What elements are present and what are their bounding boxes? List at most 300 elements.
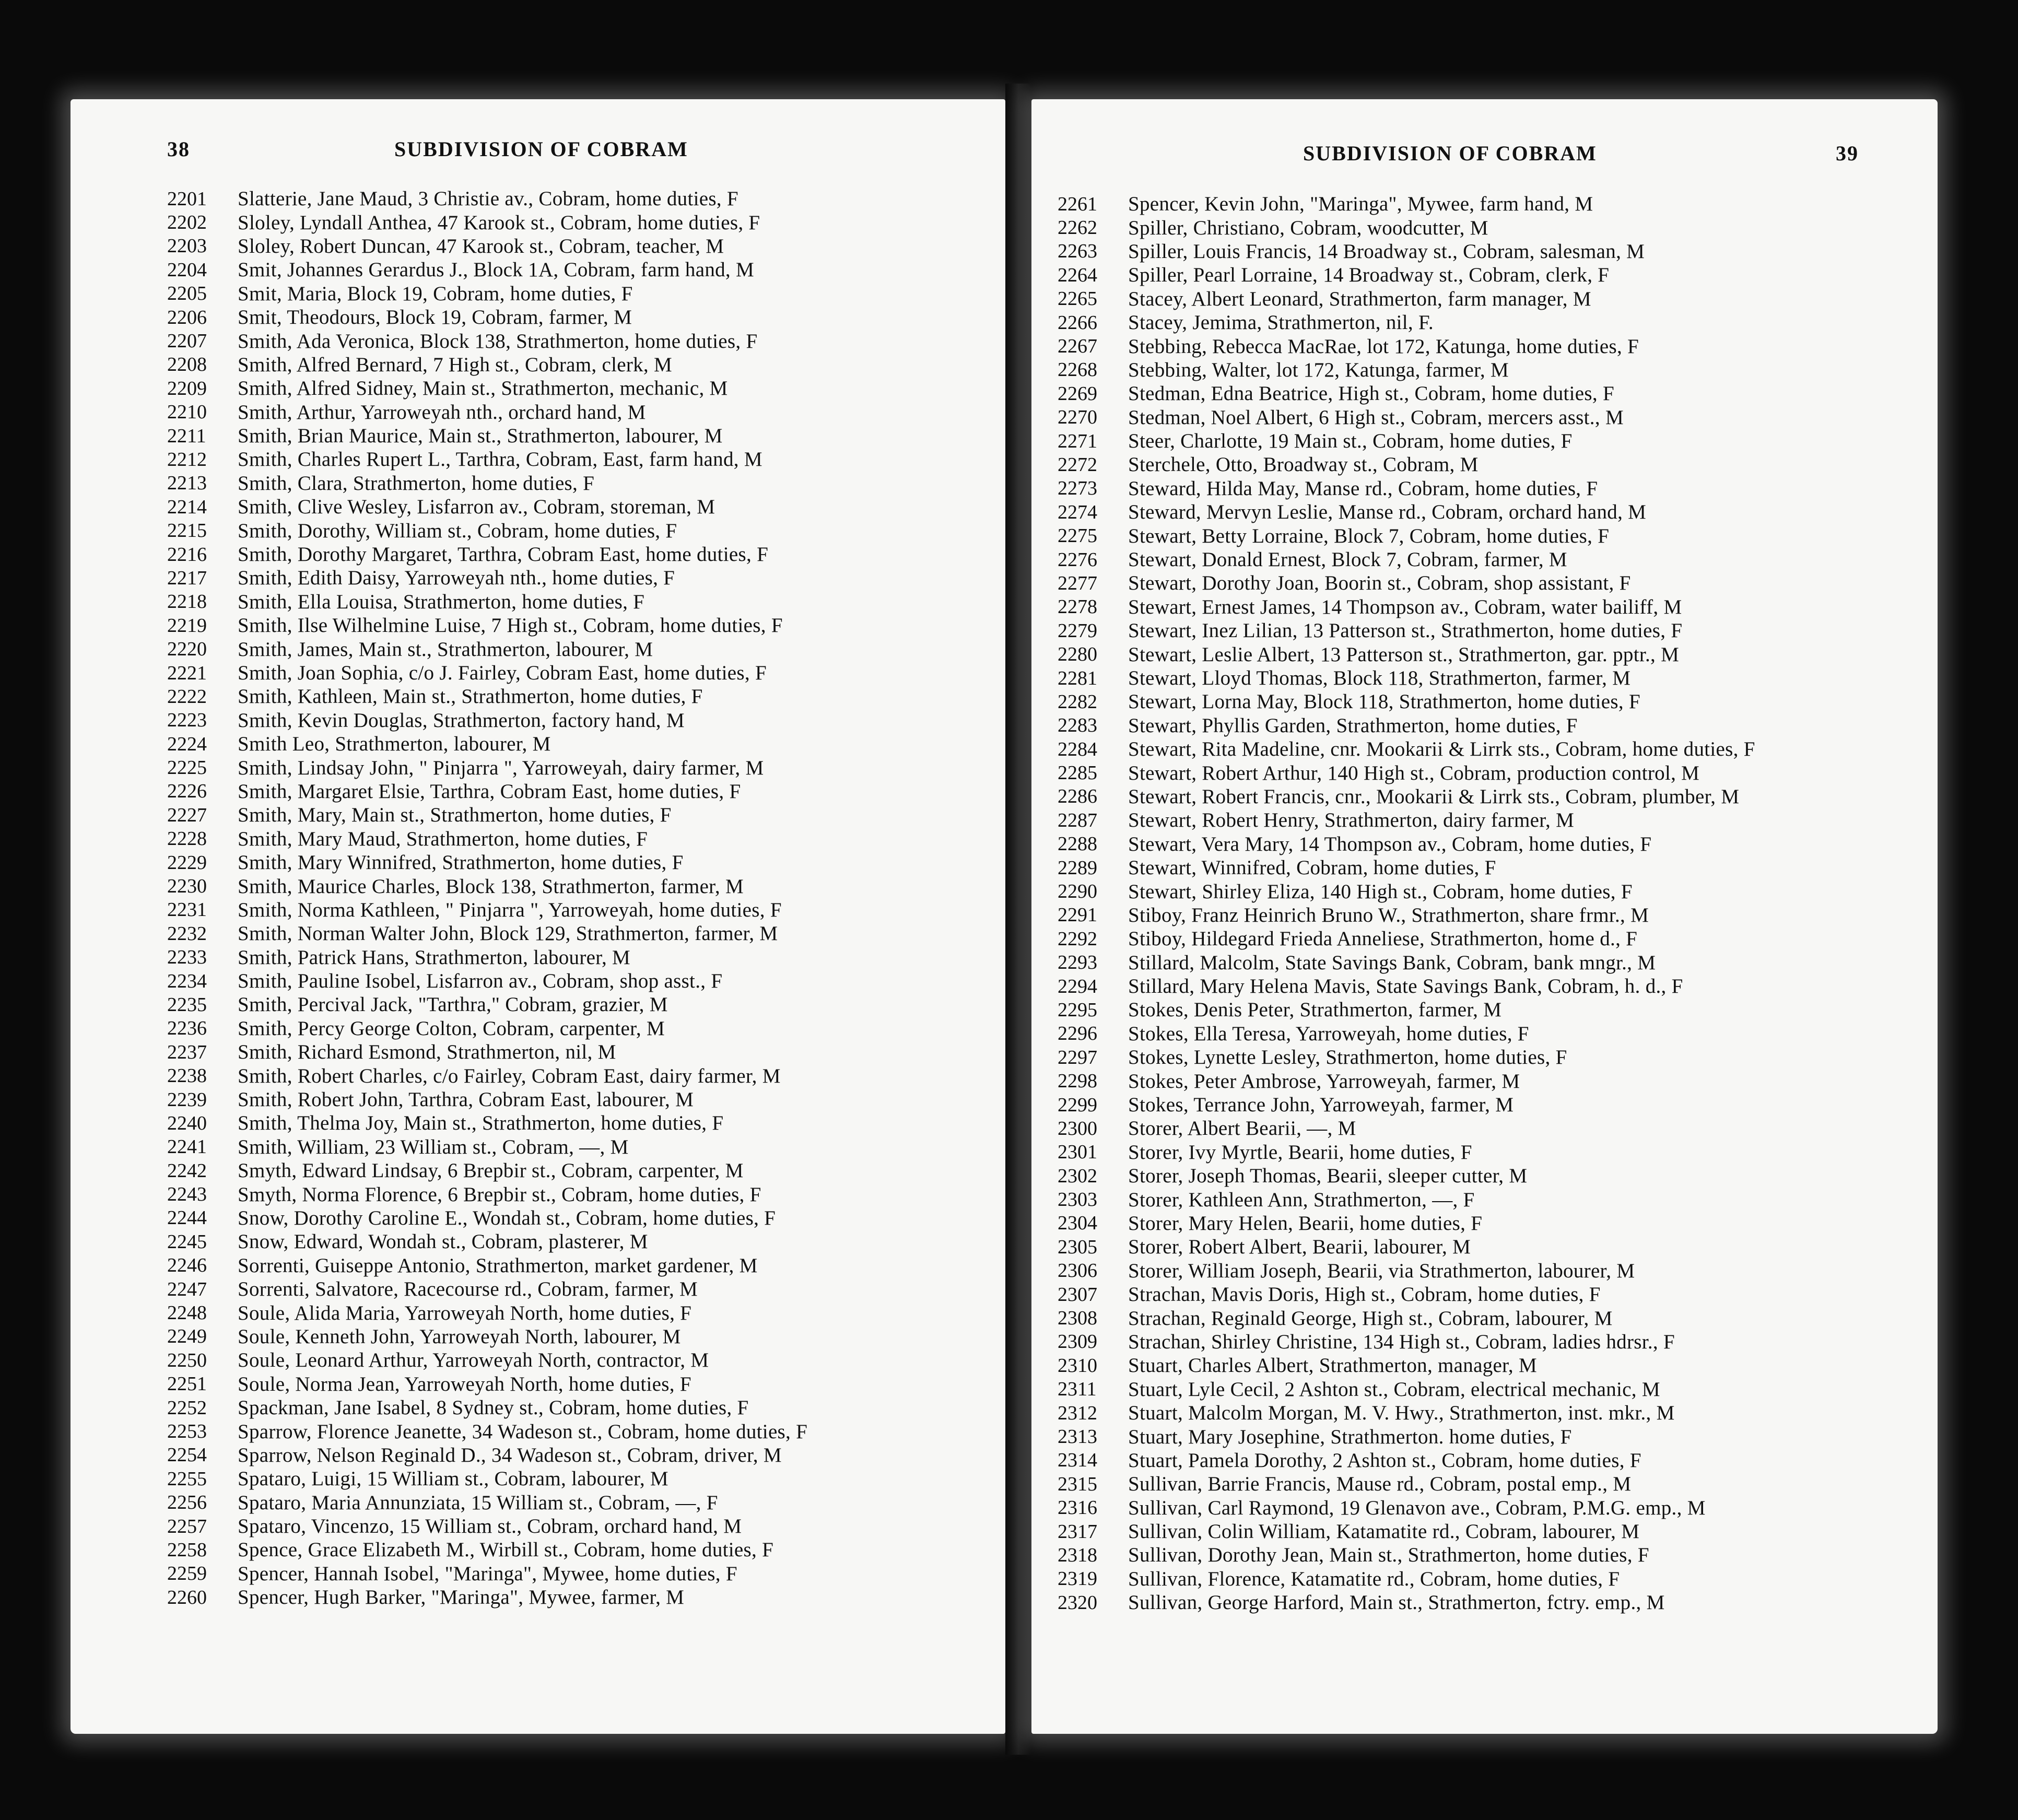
roll-entry bbox=[167, 1277, 1047, 1301]
entry-number: 2288 bbox=[1058, 833, 1097, 855]
entry-number: 2238 bbox=[167, 1065, 207, 1087]
entry-text: Smith, Norman Walter John, Block 129, Strathmerton, farmer, M bbox=[238, 922, 778, 945]
entry-number: 2256 bbox=[167, 1492, 207, 1514]
entry-number: 2264 bbox=[1058, 264, 1097, 286]
roll-entry bbox=[167, 282, 1047, 306]
roll-entry bbox=[1058, 571, 1943, 595]
entry-number: 2212 bbox=[167, 448, 207, 471]
left-page bbox=[71, 99, 1005, 1734]
entry-text: Stebbing, Walter, lot 172, Katunga, farmer, M bbox=[1128, 358, 1509, 381]
entry-number: 2318 bbox=[1058, 1544, 1097, 1566]
entry-number: 2251 bbox=[167, 1373, 207, 1395]
entry-number: 2219 bbox=[167, 614, 207, 637]
entry-number: 2262 bbox=[1058, 217, 1097, 239]
entry-number: 2248 bbox=[167, 1302, 207, 1324]
entry-number: 2218 bbox=[167, 591, 207, 613]
entry-text: Stewart, Vera Mary, 14 Thompson av., Cobram, home duties, F bbox=[1128, 832, 1652, 855]
entry-number: 2266 bbox=[1058, 311, 1097, 334]
entry-number: 2224 bbox=[167, 733, 207, 755]
roll-entry bbox=[1058, 192, 1943, 216]
entry-number: 2255 bbox=[167, 1467, 207, 1490]
roll-entry bbox=[167, 543, 1047, 566]
entry-number: 2204 bbox=[167, 259, 207, 281]
entry-number: 2231 bbox=[167, 899, 207, 921]
page-title: SUBDIVISION OF COBRAM bbox=[394, 137, 688, 161]
roll-entry bbox=[167, 566, 1047, 590]
entry-text: Smith, Maurice Charles, Block 138, Strathmerton, farmer, M bbox=[238, 875, 744, 898]
roll-entry bbox=[1058, 974, 1943, 998]
entry-text: Smyth, Norma Florence, 6 Brepbir st., Cobram, home duties, F bbox=[238, 1183, 761, 1206]
roll-entry bbox=[167, 803, 1047, 827]
roll-entry bbox=[167, 732, 1047, 756]
roll-entry bbox=[167, 1040, 1047, 1064]
roll-entry bbox=[1058, 998, 1943, 1021]
entry-text: Sparrow, Florence Jeanette, 34 Wadeson st., Cobram, home duties, F bbox=[238, 1420, 808, 1443]
entry-number: 2225 bbox=[167, 757, 207, 779]
entry-text: Smith, Robert Charles, c/o Fairley, Cobram East, dairy farmer, M bbox=[238, 1064, 781, 1087]
entry-number: 2283 bbox=[1058, 714, 1097, 737]
entry-text: Smit, Johannes Gerardus J., Block 1A, Cobram, farm hand, M bbox=[238, 259, 755, 281]
roll-entry bbox=[1058, 358, 1943, 382]
entry-text: Smith, Pauline Isobel, Lisfarron av., Cobram, shop asst., F bbox=[238, 970, 723, 993]
entry-number: 2230 bbox=[167, 875, 207, 898]
entry-number: 2243 bbox=[167, 1183, 207, 1206]
entry-text: Stiboy, Hildegard Frieda Anneliese, Strathmerton, home d., F bbox=[1128, 927, 1638, 950]
entry-number: 2275 bbox=[1058, 525, 1097, 547]
entry-text: Smith, Richard Esmond, Strathmerton, nil, M bbox=[238, 1041, 616, 1064]
roll-entry bbox=[1058, 927, 1943, 950]
roll-entry bbox=[1058, 1212, 1943, 1235]
roll-entry bbox=[167, 993, 1047, 1016]
entry-number: 2303 bbox=[1058, 1189, 1097, 1211]
roll-entry bbox=[167, 685, 1047, 708]
roll-entry bbox=[167, 1254, 1047, 1277]
entry-number: 2261 bbox=[1058, 193, 1097, 215]
entry-text: Spackman, Jane Isabel, 8 Sydney st., Cobram, home duties, F bbox=[238, 1396, 749, 1419]
roll-entry bbox=[167, 1159, 1047, 1182]
entry-number: 2265 bbox=[1058, 288, 1097, 310]
entry-number: 2297 bbox=[1058, 1046, 1097, 1068]
entry-number: 2286 bbox=[1058, 785, 1097, 808]
roll-entry bbox=[1058, 1093, 1943, 1117]
entry-number: 2213 bbox=[167, 472, 207, 495]
entry-number: 2274 bbox=[1058, 501, 1097, 523]
entry-number: 2271 bbox=[1058, 430, 1097, 452]
entry-number: 2237 bbox=[167, 1041, 207, 1063]
entry-text: Sorrenti, Salvatore, Racecourse rd., Cobram, farmer, M bbox=[238, 1278, 698, 1301]
entry-number: 2272 bbox=[1058, 453, 1097, 476]
entry-text: Sullivan, Dorothy Jean, Main st., Strathmerton, home duties, F bbox=[1128, 1544, 1649, 1567]
entry-number: 2293 bbox=[1058, 952, 1097, 974]
entry-text: Stokes, Terrance John, Yarroweyah, farmer, M bbox=[1128, 1094, 1514, 1117]
roll-entry bbox=[1058, 216, 1943, 239]
entry-number: 2308 bbox=[1058, 1307, 1097, 1330]
roll-entry bbox=[167, 709, 1047, 732]
roll-entry bbox=[167, 1419, 1047, 1443]
roll-entry bbox=[1058, 1378, 1943, 1401]
roll-entry bbox=[167, 210, 1047, 234]
entry-text: Storer, Robert Albert, Bearii, labourer, M bbox=[1128, 1236, 1471, 1259]
entry-number: 2319 bbox=[1058, 1568, 1097, 1590]
roll-entry bbox=[1058, 879, 1943, 903]
roll-entry bbox=[167, 1467, 1047, 1490]
entry-number: 2239 bbox=[167, 1088, 207, 1111]
roll-entry bbox=[1058, 429, 1943, 453]
roll-entry bbox=[167, 377, 1047, 400]
roll-entry bbox=[1058, 1401, 1943, 1425]
entry-number: 2258 bbox=[167, 1539, 207, 1561]
entry-number: 2242 bbox=[167, 1159, 207, 1182]
entry-number: 2245 bbox=[167, 1230, 207, 1253]
roll-entry bbox=[167, 614, 1047, 637]
entry-text: Smith, Norma Kathleen, " Pinjarra ", Yarroweyah, home duties, F bbox=[238, 898, 782, 921]
page-title: SUBDIVISION OF COBRAM bbox=[1303, 142, 1597, 165]
entry-number: 2226 bbox=[167, 780, 207, 803]
roll-entry bbox=[167, 329, 1047, 353]
entry-text: Smith, Percy George Colton, Cobram, carpenter, M bbox=[238, 1017, 665, 1040]
roll-entry bbox=[167, 472, 1047, 495]
entry-text: Smith, Dorothy Margaret, Tarthra, Cobram East, home duties, F bbox=[238, 543, 769, 566]
entry-number: 2207 bbox=[167, 330, 207, 353]
entry-text: Spence, Grace Elizabeth M., Wirbill st., Cobram, home duties, F bbox=[238, 1539, 774, 1561]
entry-number: 2208 bbox=[167, 354, 207, 376]
roll-entry bbox=[1058, 1069, 1943, 1093]
roll-entry bbox=[167, 898, 1047, 922]
entry-text: Stuart, Pamela Dorothy, 2 Ashton st., Cobram, home duties, F bbox=[1128, 1449, 1641, 1472]
entry-text: Stewart, Leslie Albert, 13 Patterson st., Strathmerton, gar. pptr., M bbox=[1128, 643, 1680, 666]
entry-number: 2201 bbox=[167, 187, 207, 210]
roll-entry bbox=[1058, 453, 1943, 476]
entry-number: 2252 bbox=[167, 1396, 207, 1419]
entry-text: Stewart, Lloyd Thomas, Block 118, Strathmerton, farmer, M bbox=[1128, 667, 1631, 689]
roll-entry bbox=[167, 1111, 1047, 1135]
entry-text: Spataro, Maria Annunziata, 15 William st., Cobram, —, F bbox=[238, 1491, 718, 1514]
entry-list bbox=[1058, 192, 1943, 1614]
entry-text: Sullivan, Carl Raymond, 19 Glenavon ave., Cobram, P.M.G. emp., M bbox=[1128, 1496, 1706, 1519]
entry-text: Sloley, Lyndall Anthea, 47 Karook st., Cobram, home duties, F bbox=[238, 211, 760, 234]
roll-entry bbox=[1058, 832, 1943, 856]
entry-text: Stewart, Donald Ernest, Block 7, Cobram, farmer, M bbox=[1128, 548, 1567, 571]
roll-entry bbox=[167, 1064, 1047, 1087]
roll-entry bbox=[1058, 263, 1943, 287]
entry-number: 2315 bbox=[1058, 1473, 1097, 1495]
roll-entry bbox=[167, 1586, 1047, 1609]
entry-number: 2302 bbox=[1058, 1165, 1097, 1187]
entry-number: 2311 bbox=[1058, 1378, 1097, 1401]
entry-text: Storer, Ivy Myrtle, Bearii, home duties, F bbox=[1128, 1141, 1472, 1164]
entry-text: Smith, Brian Maurice, Main st., Strathmerton, labourer, M bbox=[238, 425, 723, 448]
entry-number: 2306 bbox=[1058, 1260, 1097, 1282]
roll-entry bbox=[1058, 619, 1943, 642]
roll-entry bbox=[167, 874, 1047, 898]
page-number: 39 bbox=[1836, 142, 1859, 165]
entry-number: 2316 bbox=[1058, 1497, 1097, 1519]
roll-entry bbox=[167, 1562, 1047, 1586]
roll-entry bbox=[167, 969, 1047, 993]
entry-text: Smith, Clara, Strathmerton, home duties, F bbox=[238, 472, 595, 495]
entry-text: Smith, Ada Veronica, Block 138, Strathmerton, home duties, F bbox=[238, 330, 758, 353]
entry-number: 2282 bbox=[1058, 690, 1097, 713]
entry-text: Smith, James, Main st., Strathmerton, labourer, M bbox=[238, 638, 653, 661]
roll-entry bbox=[167, 1182, 1047, 1206]
entry-text: Smith, Mary Maud, Strathmerton, home duties, F bbox=[238, 827, 648, 850]
entry-text: Spencer, Kevin John, "Maringa", Mywee, farm hand, M bbox=[1128, 193, 1593, 216]
entry-number: 2310 bbox=[1058, 1354, 1097, 1377]
entry-number: 2269 bbox=[1058, 382, 1097, 405]
entry-number: 2285 bbox=[1058, 762, 1097, 784]
entry-number: 2307 bbox=[1058, 1283, 1097, 1306]
entry-number: 2223 bbox=[167, 709, 207, 732]
entry-text: Stewart, Inez Lilian, 13 Patterson st., Strathmerton, home duties, F bbox=[1128, 619, 1683, 642]
roll-entry bbox=[167, 1372, 1047, 1396]
entry-text: Smith, Alfred Bernard, 7 High st., Cobram, clerk, M bbox=[238, 353, 673, 376]
roll-entry bbox=[1058, 808, 1943, 832]
entry-number: 2246 bbox=[167, 1254, 207, 1277]
entry-text: Stokes, Ella Teresa, Yarroweyah, home duties, F bbox=[1128, 1022, 1529, 1045]
roll-entry bbox=[1058, 761, 1943, 784]
entry-text: Steer, Charlotte, 19 Main st., Cobram, home duties, F bbox=[1128, 430, 1573, 453]
roll-entry bbox=[1058, 1235, 1943, 1259]
roll-entry bbox=[1058, 595, 1943, 619]
roll-entry bbox=[1058, 690, 1943, 713]
entry-text: Spataro, Vincenzo, 15 William st., Cobram, orchard hand, M bbox=[238, 1515, 742, 1538]
entry-text: Soule, Leonard Arthur, Yarroweyah North, contractor, M bbox=[238, 1349, 709, 1372]
roll-entry bbox=[167, 401, 1047, 424]
entry-text: Smith, Mary, Main st., Strathmerton, home duties, F bbox=[238, 804, 672, 827]
entry-number: 2247 bbox=[167, 1278, 207, 1300]
roll-entry bbox=[167, 353, 1047, 377]
entry-number: 2203 bbox=[167, 235, 207, 257]
roll-entry bbox=[1058, 1591, 1943, 1614]
entry-text: Steward, Hilda May, Manse rd., Cobram, home duties, F bbox=[1128, 477, 1598, 500]
entry-number: 2254 bbox=[167, 1444, 207, 1466]
roll-entry bbox=[1058, 666, 1943, 690]
roll-entry bbox=[167, 424, 1047, 448]
entry-number: 2222 bbox=[167, 685, 207, 708]
entry-text: Stokes, Peter Ambrose, Yarroweyah, farmer, M bbox=[1128, 1070, 1520, 1093]
entry-number: 2259 bbox=[167, 1563, 207, 1585]
roll-entry bbox=[167, 1490, 1047, 1514]
entry-number: 2233 bbox=[167, 946, 207, 969]
roll-entry bbox=[1058, 856, 1943, 879]
roll-entry bbox=[1058, 785, 1943, 808]
entry-number: 2305 bbox=[1058, 1236, 1097, 1258]
entry-text: Storer, Kathleen Ann, Strathmerton, —, F bbox=[1128, 1188, 1475, 1211]
roll-entry bbox=[167, 1348, 1047, 1372]
roll-entry bbox=[167, 946, 1047, 969]
roll-entry bbox=[1058, 642, 1943, 666]
entry-text: Smith, Edith Daisy, Yarroweyah nth., home duties, F bbox=[238, 567, 675, 590]
entry-number: 2276 bbox=[1058, 548, 1097, 571]
entry-text: Spencer, Hannah Isobel, "Maringa", Mywee, home duties, F bbox=[238, 1562, 737, 1585]
entry-number: 2205 bbox=[167, 283, 207, 305]
entry-text: Stillard, Malcolm, State Savings Bank, Cobram, bank mngr., M bbox=[1128, 951, 1656, 974]
entry-number: 2253 bbox=[167, 1420, 207, 1442]
entry-text: Strachan, Mavis Doris, High st., Cobram, home duties, F bbox=[1128, 1283, 1601, 1306]
entry-text: Stuart, Charles Albert, Strathmerton, manager, M bbox=[1128, 1354, 1537, 1377]
entry-text: Smith, Margaret Elsie, Tarthra, Cobram East, home duties, F bbox=[238, 780, 741, 803]
entry-number: 2211 bbox=[167, 425, 206, 447]
entry-number: 2236 bbox=[167, 1017, 207, 1040]
roll-entry bbox=[167, 1443, 1047, 1467]
roll-entry bbox=[1058, 240, 1943, 263]
roll-entry bbox=[167, 1135, 1047, 1159]
entry-number: 2202 bbox=[167, 212, 207, 234]
entry-text: Storer, Mary Helen, Bearii, home duties, F bbox=[1128, 1212, 1483, 1235]
entry-text: Stewart, Robert Francis, cnr., Mookarii & Lirrk sts., Cobram, plumber, M bbox=[1128, 785, 1740, 808]
entry-number: 2229 bbox=[167, 851, 207, 874]
entry-number: 2277 bbox=[1058, 572, 1097, 594]
entry-text: Smith, William, 23 William st., Cobram, —, M bbox=[238, 1135, 629, 1158]
entry-number: 2312 bbox=[1058, 1402, 1097, 1424]
entry-text: Steward, Mervyn Leslie, Manse rd., Cobram, orchard hand, M bbox=[1128, 501, 1647, 524]
entry-text: Sorrenti, Guiseppe Antonio, Strathmerton, market gardener, M bbox=[238, 1254, 758, 1277]
entry-number: 2279 bbox=[1058, 619, 1097, 642]
entry-number: 2317 bbox=[1058, 1520, 1097, 1543]
roll-entry bbox=[1058, 1496, 1943, 1519]
entry-text: Smith, Alfred Sidney, Main st., Strathmerton, mechanic, M bbox=[238, 377, 728, 400]
right-page bbox=[1031, 99, 1938, 1734]
roll-entry bbox=[167, 519, 1047, 542]
entry-text: Stewart, Shirley Eliza, 140 High st., Cobram, home duties, F bbox=[1128, 880, 1633, 903]
entry-number: 2235 bbox=[167, 993, 207, 1016]
entry-number: 2290 bbox=[1058, 880, 1097, 903]
entry-number: 2314 bbox=[1058, 1449, 1097, 1472]
roll-entry bbox=[167, 1301, 1047, 1324]
roll-entry bbox=[1058, 737, 1943, 761]
roll-entry bbox=[1058, 1330, 1943, 1354]
entry-text: Smith, Charles Rupert L., Tarthra, Cobram, East, farm hand, M bbox=[238, 448, 762, 471]
entry-text: Stacey, Jemima, Strathmerton, nil, F. bbox=[1128, 311, 1434, 334]
entry-text: Storer, William Joseph, Bearii, via Strathmerton, labourer, M bbox=[1128, 1259, 1635, 1282]
roll-entry bbox=[1058, 1188, 1943, 1211]
roll-entry bbox=[1058, 311, 1943, 334]
entry-text: Smith, Kevin Douglas, Strathmerton, factory hand, M bbox=[238, 709, 685, 732]
entry-text: Sullivan, Florence, Katamatite rd., Cobram, home duties, F bbox=[1128, 1567, 1620, 1590]
entry-text: Sullivan, Colin William, Katamatite rd., Cobram, labourer, M bbox=[1128, 1520, 1640, 1543]
entry-number: 2294 bbox=[1058, 975, 1097, 997]
entry-number: 2309 bbox=[1058, 1331, 1097, 1353]
roll-entry bbox=[167, 306, 1047, 329]
entry-number: 2249 bbox=[167, 1325, 207, 1348]
entry-text: Soule, Kenneth John, Yarroweyah North, labourer, M bbox=[238, 1325, 681, 1348]
roll-entry bbox=[1058, 1259, 1943, 1283]
roll-entry bbox=[1058, 1283, 1943, 1306]
entry-text: Sullivan, Barrie Francis, Mause rd., Cobram, postal emp., M bbox=[1128, 1473, 1632, 1496]
entry-number: 2289 bbox=[1058, 856, 1097, 879]
entry-text: Stedman, Edna Beatrice, High st., Cobram, home duties, F bbox=[1128, 382, 1614, 405]
roll-entry bbox=[167, 590, 1047, 614]
entry-number: 2240 bbox=[167, 1112, 207, 1134]
roll-entry bbox=[1058, 334, 1943, 358]
entry-number: 2268 bbox=[1058, 359, 1097, 381]
entry-text: Stokes, Denis Peter, Strathmerton, farmer, M bbox=[1128, 999, 1502, 1021]
entry-text: Smith, Ella Louisa, Strathmerton, home duties, F bbox=[238, 590, 645, 613]
roll-entry bbox=[1058, 1449, 1943, 1472]
entry-text: Storer, Joseph Thomas, Bearii, sleeper cutter, M bbox=[1128, 1165, 1528, 1188]
entry-number: 2287 bbox=[1058, 809, 1097, 831]
roll-entry bbox=[1058, 1520, 1943, 1543]
entry-text: Smit, Theodours, Block 19, Cobram, farmer, M bbox=[238, 306, 632, 329]
entry-number: 2280 bbox=[1058, 643, 1097, 666]
entry-number: 2278 bbox=[1058, 596, 1097, 618]
roll-entry bbox=[1058, 1306, 1943, 1330]
entry-text: Strachan, Shirley Christine, 134 High st., Cobram, ladies hdrsr., F bbox=[1128, 1330, 1675, 1353]
roll-entry bbox=[1058, 903, 1943, 927]
roll-entry bbox=[1058, 1567, 1943, 1591]
entry-number: 2250 bbox=[167, 1349, 207, 1371]
entry-number: 2273 bbox=[1058, 477, 1097, 500]
entry-text: Spiller, Pearl Lorraine, 14 Broadway st., Cobram, clerk, F bbox=[1128, 264, 1610, 287]
entry-text: Smith, Joan Sophia, c/o J. Fairley, Cobram East, home duties, F bbox=[238, 662, 767, 684]
roll-entry bbox=[1058, 548, 1943, 571]
entry-text: Sterchele, Otto, Broadway st., Cobram, M bbox=[1128, 453, 1479, 476]
entry-text: Stewart, Winnifred, Cobram, home duties, F bbox=[1128, 856, 1496, 879]
roll-entry bbox=[167, 780, 1047, 803]
entry-text: Smith, Arthur, Yarroweyah nth., orchard hand, M bbox=[238, 401, 646, 424]
entry-number: 2227 bbox=[167, 804, 207, 826]
entry-number: 2301 bbox=[1058, 1141, 1097, 1164]
roll-entry bbox=[167, 1538, 1047, 1561]
entry-number: 2267 bbox=[1058, 335, 1097, 358]
entry-text: Smith, Clive Wesley, Lisfarron av., Cobram, storeman, M bbox=[238, 496, 715, 519]
roll-entry bbox=[1058, 1472, 1943, 1496]
entry-text: Stewart, Rita Madeline, cnr. Mookarii & Lirrk sts., Cobram, home duties, F bbox=[1128, 738, 1755, 761]
entry-number: 2291 bbox=[1058, 904, 1097, 926]
entry-number: 2210 bbox=[167, 401, 207, 424]
entry-number: 2304 bbox=[1058, 1212, 1097, 1235]
entry-number: 2298 bbox=[1058, 1070, 1097, 1093]
entry-number: 2284 bbox=[1058, 738, 1097, 760]
roll-entry bbox=[167, 637, 1047, 661]
entry-text: Stuart, Lyle Cecil, 2 Ashton st., Cobram, electrical mechanic, M bbox=[1128, 1378, 1660, 1401]
entry-text: Smith, Ilse Wilhelmine Luise, 7 High st., Cobram, home duties, F bbox=[238, 614, 783, 637]
entry-number: 2228 bbox=[167, 828, 207, 850]
entry-text: Storer, Albert Bearii, —, M bbox=[1128, 1117, 1356, 1140]
roll-entry bbox=[1058, 477, 1943, 500]
entry-text: Smith, Patrick Hans, Strathmerton, labourer, M bbox=[238, 946, 631, 969]
entry-number: 2292 bbox=[1058, 927, 1097, 950]
roll-entry bbox=[1058, 1354, 1943, 1377]
entry-text: Stewart, Betty Lorraine, Block 7, Cobram, home duties, F bbox=[1128, 524, 1610, 547]
entry-text: Smith, Mary Winnifred, Strathmerton, home duties, F bbox=[238, 851, 684, 874]
roll-entry bbox=[1058, 1022, 1943, 1046]
roll-entry bbox=[167, 1514, 1047, 1538]
roll-entry bbox=[167, 234, 1047, 258]
entry-text: Spencer, Hugh Barker, "Maringa", Mywee, farmer, M bbox=[238, 1586, 685, 1609]
entry-number: 2216 bbox=[167, 543, 207, 566]
entry-text: Smith, Percival Jack, "Tarthra," Cobram, grazier, M bbox=[238, 993, 668, 1016]
entry-number: 2214 bbox=[167, 496, 207, 518]
roll-entry bbox=[167, 495, 1047, 519]
entry-text: Stewart, Phyllis Garden, Strathmerton, home duties, F bbox=[1128, 714, 1578, 737]
page-number: 38 bbox=[167, 137, 190, 161]
entry-number: 2234 bbox=[167, 970, 207, 992]
entry-text: Stebbing, Rebecca MacRae, lot 172, Katunga, home duties, F bbox=[1128, 335, 1639, 358]
entry-text: Stokes, Lynette Lesley, Strathmerton, home duties, F bbox=[1128, 1046, 1567, 1069]
roll-entry bbox=[167, 1206, 1047, 1230]
entry-text: Smith, Kathleen, Main st., Strathmerton, home duties, F bbox=[238, 685, 703, 708]
roll-entry bbox=[167, 1230, 1047, 1253]
roll-entry bbox=[1058, 500, 1943, 524]
entry-number: 2217 bbox=[167, 567, 207, 589]
entry-text: Smith, Thelma Joy, Main st., Strathmerton, home duties, F bbox=[238, 1112, 724, 1135]
entry-list bbox=[167, 187, 1047, 1609]
roll-entry bbox=[1058, 1164, 1943, 1188]
entry-text: Spiller, Christiano, Cobram, woodcutter, M bbox=[1128, 216, 1488, 239]
entry-number: 2241 bbox=[167, 1136, 207, 1158]
entry-number: 2244 bbox=[167, 1207, 207, 1229]
